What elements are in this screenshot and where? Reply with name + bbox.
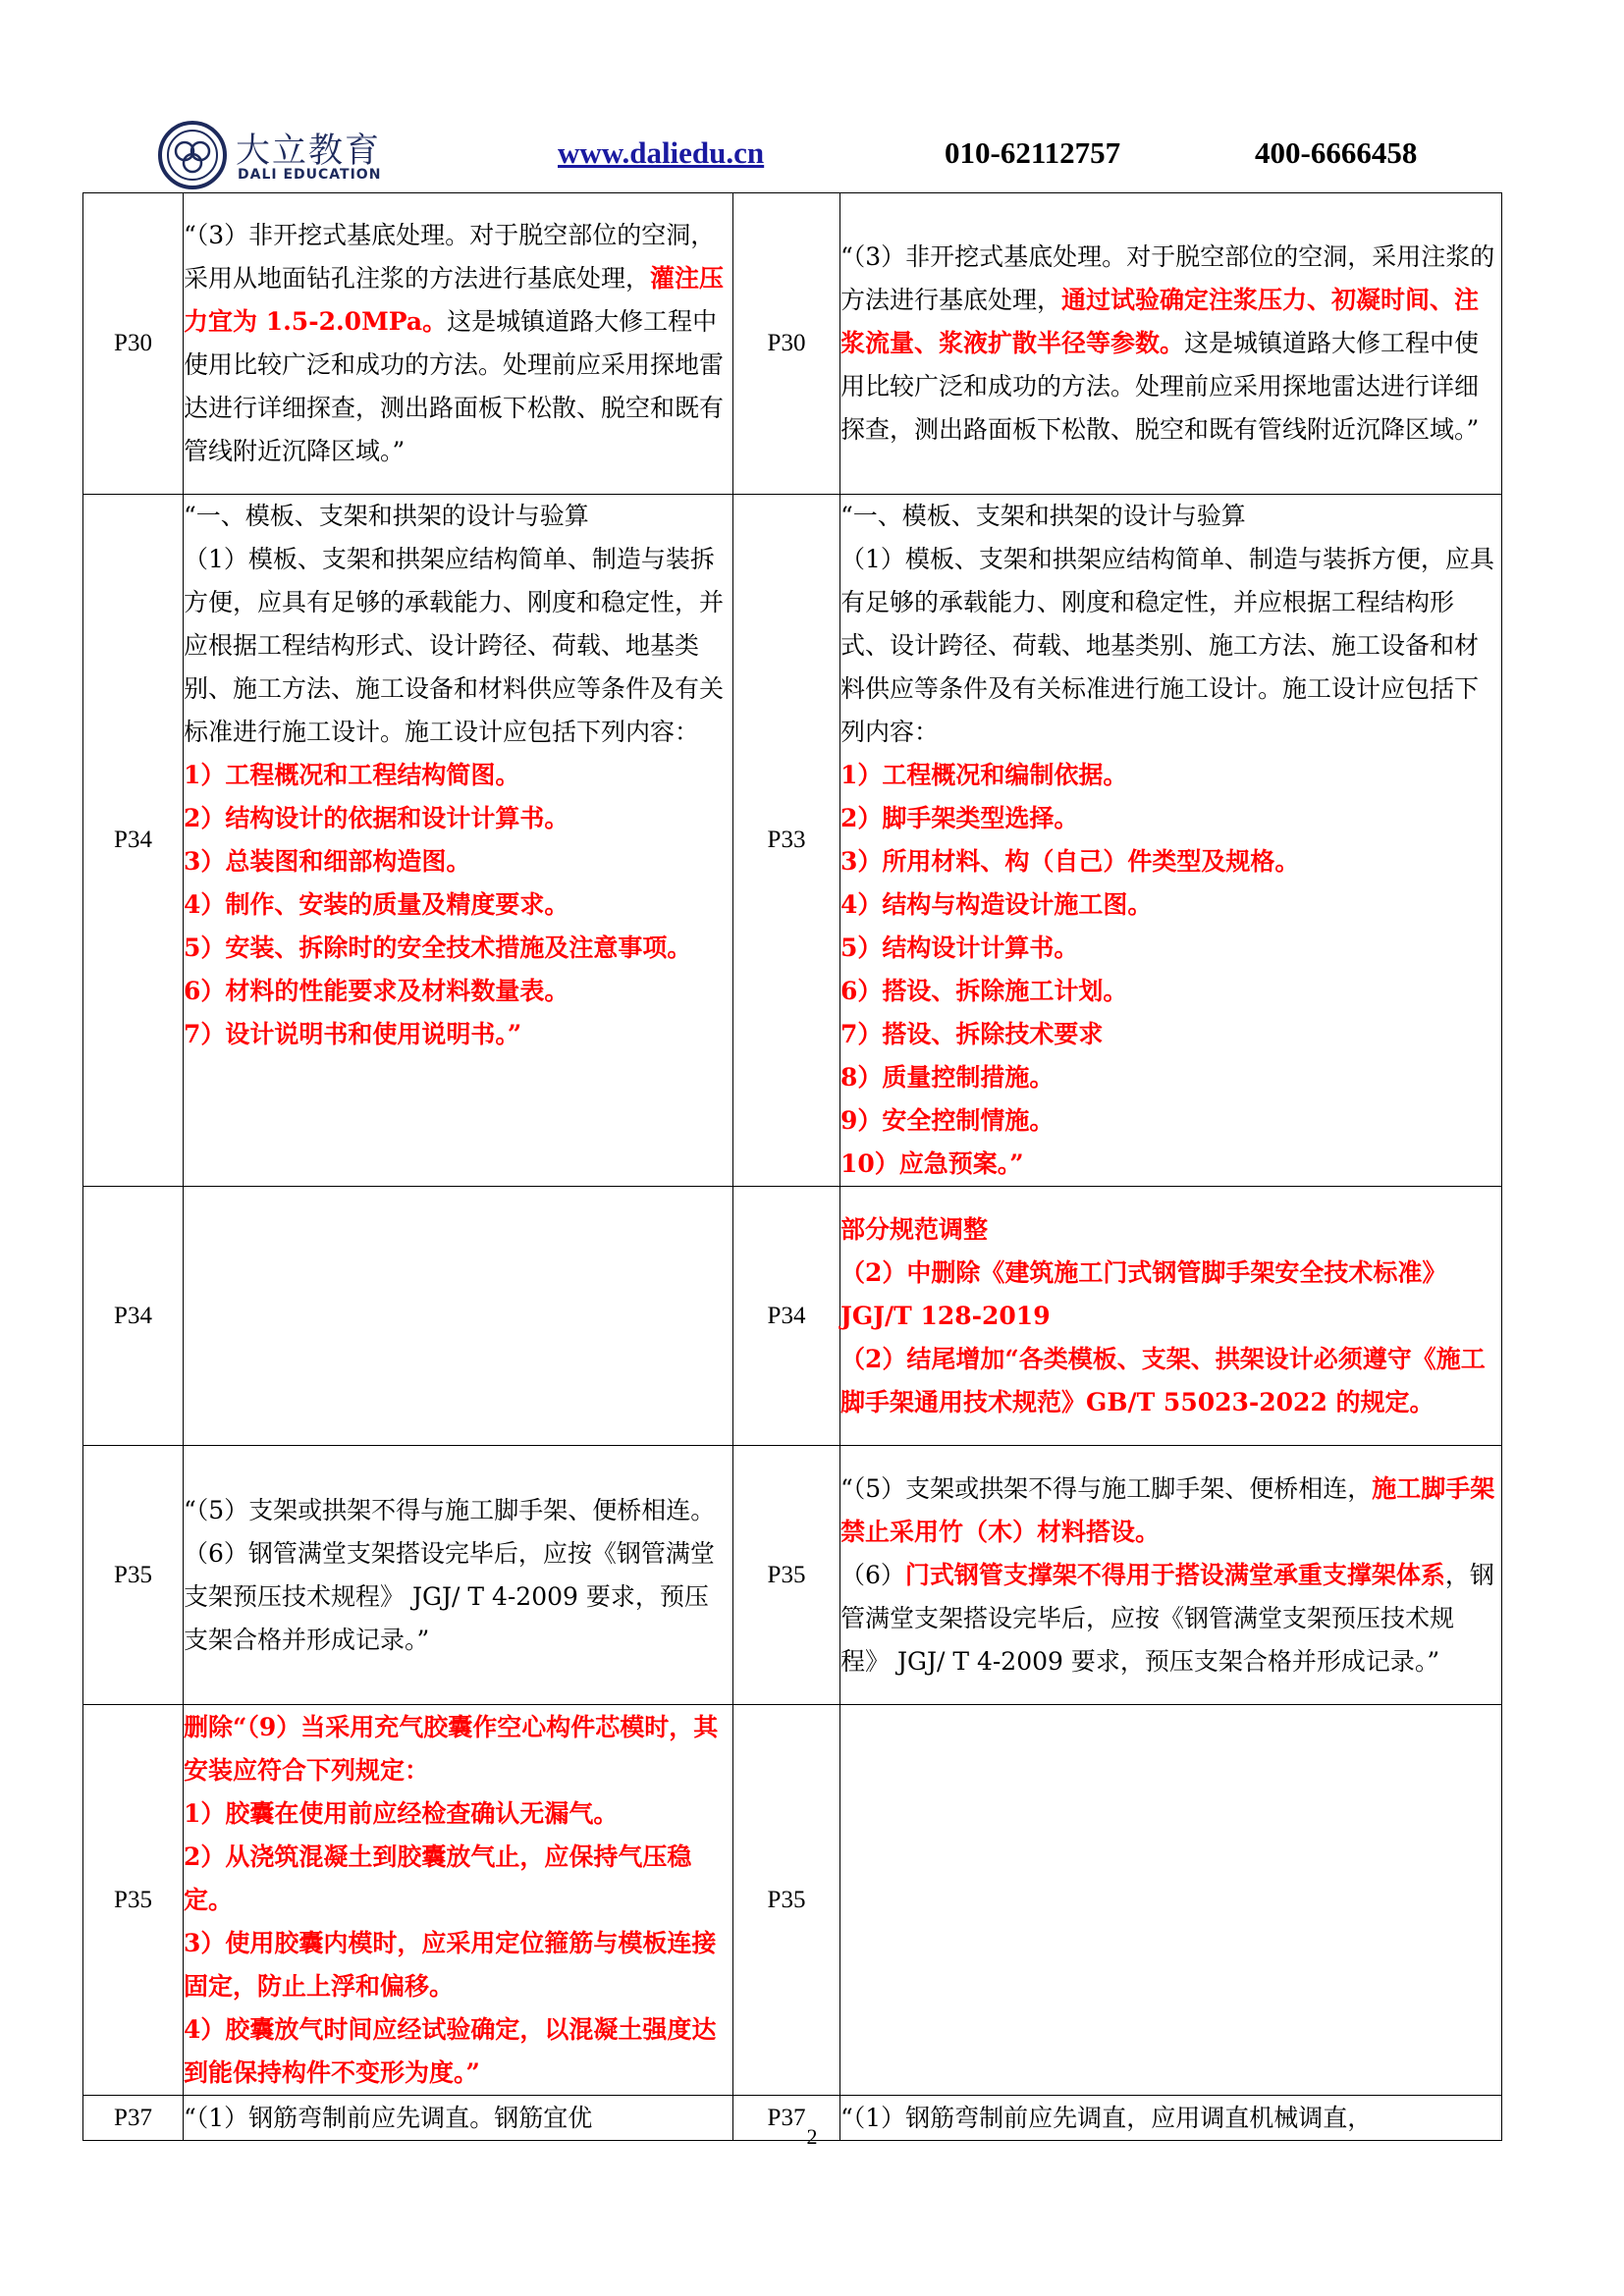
right-text-cell bbox=[840, 495, 1502, 1187]
left-page-ref: P30 bbox=[83, 193, 184, 495]
dali-education-logo bbox=[157, 120, 393, 190]
right-text-run: “（1）钢筋弯制前应先调直，应用调直机械调直， bbox=[840, 2103, 1373, 2132]
right-text-run: 施工脚手架禁止采用竹（木）材料搭设。 bbox=[840, 1473, 1495, 1546]
right-text-run: 门式钢管支撑架不得用于搭设满堂承重支撑架体系 bbox=[904, 1560, 1445, 1589]
left-text-run: 5）安装、拆除时的安全技术措施及注意事项。 bbox=[184, 934, 692, 962]
left-text-run: “（3）非开挖式基底处理。对于脱空部位的空洞，采用从地面钻孔注浆的方法进行基底处理， bbox=[184, 221, 716, 293]
right-text-run: ，钢管满堂支架搭设完毕后，应按《钢管满堂支架预压技术规程》 JGJ/ T 4-2009 要求，预压支架合格并形成记录。” bbox=[840, 1560, 1494, 1676]
left-text-run: “一、模板、支架和拱架的设计与验算 bbox=[184, 502, 589, 530]
phone-number-1: 010-62112757 bbox=[945, 135, 1121, 170]
right-text-run: 1）工程概况和编制依据。 bbox=[840, 761, 1128, 789]
phone-number-2: 400-6666458 bbox=[1255, 135, 1418, 170]
left-text-run: 2）结构设计的依据和设计计算书。 bbox=[184, 804, 569, 832]
right-page-ref: P35 bbox=[733, 1446, 840, 1705]
left-text-cell bbox=[184, 1705, 733, 2096]
right-text-run: （2）中删除《建筑施工门式钢管脚手架安全技术标准》 JGJ/T 128-2019 bbox=[840, 1257, 1447, 1330]
right-text-run: 7）搭设、拆除技术要求 bbox=[840, 1020, 1104, 1048]
comparison-table bbox=[82, 192, 1502, 2141]
left-text-run: 1）工程概况和工程结构简图。 bbox=[184, 761, 520, 789]
table-row bbox=[83, 1187, 1502, 1446]
left-text-run: 7）设计说明书和使用说明书。” bbox=[184, 1020, 522, 1048]
table-row bbox=[83, 495, 1502, 1187]
right-text-run: 8）质量控制措施。 bbox=[840, 1063, 1055, 1092]
right-page-ref: P30 bbox=[733, 193, 840, 495]
right-text-run: 3）所用材料、构（自己）件类型及规格。 bbox=[840, 847, 1300, 876]
logo-emblem-icon bbox=[157, 120, 228, 190]
left-text-run: （6）钢管满堂支架搭设完毕后，应按《钢管满堂支架预压技术规程》 JGJ/ T 4-2009 要求，预压支架合格并形成记录。” bbox=[184, 1538, 715, 1654]
left-text-run: 灌注压力宜为 1.5-2.0MPa。 bbox=[184, 264, 725, 336]
left-page-ref: P37 bbox=[83, 2096, 184, 2141]
left-text-run: 4）胶囊放气时间应经试验确定，以混凝土强度达到能保持构件不变形为度。” bbox=[184, 2014, 717, 2087]
left-text-run: 3）使用胶囊内模时，应采用定位箍筋与模板连接固定，防止上浮和偏移。 bbox=[184, 1928, 717, 2001]
left-text-run: “（5）支架或拱架不得与施工脚手架、便桥相连。 bbox=[184, 1495, 716, 1524]
right-text-run: 10）应急预案。” bbox=[840, 1149, 1024, 1178]
left-page-ref: P34 bbox=[83, 1187, 184, 1446]
left-text-cell bbox=[184, 1187, 733, 1446]
right-text-run: 4）结构与构造设计施工图。 bbox=[840, 890, 1153, 919]
right-text-run: （2）结尾增加“各类模板、支架、拱架设计必须遵守《施工脚手架通用技术规范》GB/T 55023-2022 的规定。 bbox=[840, 1344, 1486, 1416]
right-text-run: 2）脚手架类型选择。 bbox=[840, 804, 1079, 832]
page-header bbox=[0, 0, 1624, 191]
right-text-run: 部分规范调整 bbox=[840, 1214, 989, 1244]
left-text-run: 6）材料的性能要求及材料数量表。 bbox=[184, 977, 569, 1005]
right-text-run: （1）模板、支架和拱架应结构简单、制造与装拆方便，应具有足够的承载能力、刚度和稳定性，并应根据工程结构形式、设计跨径、荷载、地基类别、施工方法、施工设备和材料供应等条件及有关标准进行施工设计。施工设计应包括下列内容： bbox=[840, 545, 1494, 746]
right-page-ref: P34 bbox=[733, 1187, 840, 1446]
table-row bbox=[83, 1705, 1502, 2096]
right-text-run: “一、模板、支架和拱架的设计与验算 bbox=[840, 502, 1246, 530]
left-text-run: 删除“（9）当采用充气胶囊作空心构件芯模时，其安装应符合下列规定： bbox=[184, 1712, 719, 1785]
table-row bbox=[83, 193, 1502, 495]
left-text-cell bbox=[184, 495, 733, 1187]
right-text-cell bbox=[840, 193, 1502, 495]
table-row bbox=[83, 1446, 1502, 1705]
right-text-run: “（5）支架或拱架不得与施工脚手架、便桥相连， bbox=[840, 1473, 1373, 1503]
left-text-run: 这是城镇道路大修工程中使用比较广泛和成功的方法。处理前应采用探地雷达进行详细探查，测出路面板下松散、脱空和既有管线附近沉降区域。” bbox=[184, 307, 725, 465]
website-link[interactable]: www.daliedu.cn bbox=[558, 135, 765, 170]
comparison-table-body bbox=[83, 193, 1502, 2141]
left-text-run: （1）模板、支架和拱架应结构简单、制造与装拆方便，应具有足够的承载能力、刚度和稳定性，并应根据工程结构形式、设计跨径、荷载、地基类别、施工方法、施工设备和材料供应等条件及有关标准进行施工设计。施工设计应包括下列内容： bbox=[184, 545, 725, 746]
left-page-ref: P35 bbox=[83, 1446, 184, 1705]
left-text-run: 2）从浇筑混凝土到胶囊放气止，应保持气压稳定。 bbox=[184, 1842, 692, 1914]
left-page-ref: P34 bbox=[83, 495, 184, 1187]
left-text-run: 1）胶囊在使用前应经检查确认无漏气。 bbox=[184, 1798, 619, 1828]
left-page-ref: P35 bbox=[83, 1705, 184, 2096]
left-text-run: “（1）钢筋弯制前应先调直。钢筋宜优 bbox=[184, 2103, 593, 2132]
right-page-ref: P33 bbox=[733, 495, 840, 1187]
page-number: 2 bbox=[806, 2124, 818, 2149]
logo-english-name: DALI EDUCATION bbox=[238, 167, 382, 183]
right-text-run: 这是城镇道路大修工程中使用比较广泛和成功的方法。处理前应采用探地雷达进行详细探查，测出路面板下松散、脱空和既有管线附近沉降区域。” bbox=[840, 329, 1480, 444]
left-text-run: 3）总装图和细部构造图。 bbox=[184, 847, 471, 876]
right-text-run: 9）安全控制情施。 bbox=[840, 1106, 1055, 1135]
right-text-run: “（3）非开挖式基底处理。对于脱空部位的空洞，采用注浆的方法进行基底处理， bbox=[840, 242, 1495, 314]
right-page-ref: P37 bbox=[733, 2096, 840, 2141]
logo-chinese-name: 大立教育 bbox=[236, 132, 382, 171]
left-text-run: 4）制作、安装的质量及精度要求。 bbox=[184, 890, 569, 919]
right-text-run: 6）搭设、拆除施工计划。 bbox=[840, 977, 1128, 1005]
right-text-run: 通过试验确定注浆压力、初凝时间、注浆流量、浆液扩散半径等参数。 bbox=[840, 286, 1480, 357]
left-text-cell bbox=[184, 193, 733, 495]
left-text-cell bbox=[184, 1446, 733, 1705]
right-text-cell bbox=[840, 1187, 1502, 1446]
right-page-ref: P35 bbox=[733, 1705, 840, 2096]
right-text-run: 5）结构设计计算书。 bbox=[840, 934, 1079, 962]
right-text-cell bbox=[840, 1446, 1502, 1705]
right-text-run: （6） bbox=[840, 1560, 905, 1589]
right-text-cell bbox=[840, 1705, 1502, 2096]
